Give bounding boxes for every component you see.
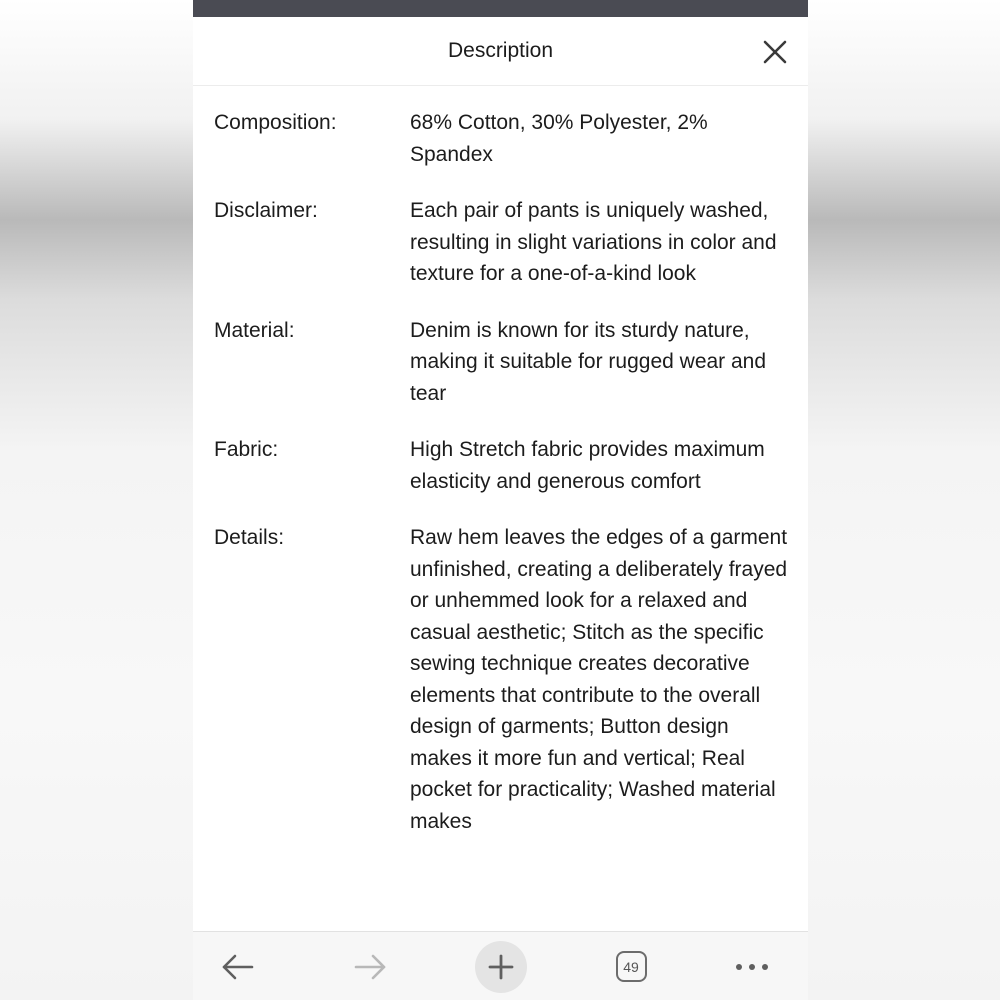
- spec-row-material: [193, 315, 808, 410]
- arrow-right-icon: [352, 952, 388, 982]
- close-icon: [760, 37, 790, 67]
- new-tab-button[interactable]: [466, 932, 536, 1000]
- spec-label: Composition:: [214, 111, 337, 134]
- spec-value: Raw hem leaves the edges of a garment unfinished, creating a deliberately frayed or unhemmed look for a relaxed and casual aesthetic; Stitch as the specific sewing technique creates decorative elements that contribute to the overall design of garments; Button design makes it more fun and vertical; Real pocket for practicality; Washed material makes: [410, 526, 788, 833]
- status-strip: [193, 0, 808, 17]
- spec-label: Disclaimer:: [214, 199, 318, 222]
- spec-label: Material:: [214, 318, 295, 342]
- spec-label: Details:: [214, 526, 285, 549]
- ellipsis-icon: [734, 962, 770, 972]
- spec-row-composition: [193, 107, 808, 170]
- arrow-left-icon: [220, 952, 256, 982]
- spec-row-fabric: [193, 434, 808, 497]
- spec-row-details: [193, 522, 808, 837]
- tabs-button[interactable]: [596, 932, 666, 1000]
- sheet-title: Description: [447, 39, 554, 62]
- browser-toolbar: [193, 931, 808, 1000]
- plus-icon: [487, 953, 515, 981]
- spec-label: Fabric:: [214, 438, 279, 461]
- forward-button[interactable]: [335, 932, 405, 1000]
- description-content[interactable]: [193, 86, 808, 931]
- spec-value: 68% Cotton, 30% Polyester, 2% Spandex: [410, 111, 708, 166]
- new-tab-circle: [475, 941, 527, 993]
- spec-value: High Stretch fabric provides maximum elasticity and generous comfort: [410, 438, 765, 493]
- more-button[interactable]: [717, 932, 787, 1000]
- tab-count-badge: 49: [616, 951, 647, 982]
- spec-value: Denim is known for its sturdy nature, making it suitable for rugged wear and tear: [410, 318, 767, 405]
- browser-screen: [193, 0, 808, 1000]
- close-button[interactable]: [760, 37, 790, 67]
- spec-value: Each pair of pants is uniquely washed, resulting in slight variations in color and texture for a one-of-a-kind look: [410, 199, 777, 285]
- back-button[interactable]: [203, 932, 273, 1000]
- description-sheet-header: [193, 17, 808, 86]
- spec-row-disclaimer: [193, 195, 808, 290]
